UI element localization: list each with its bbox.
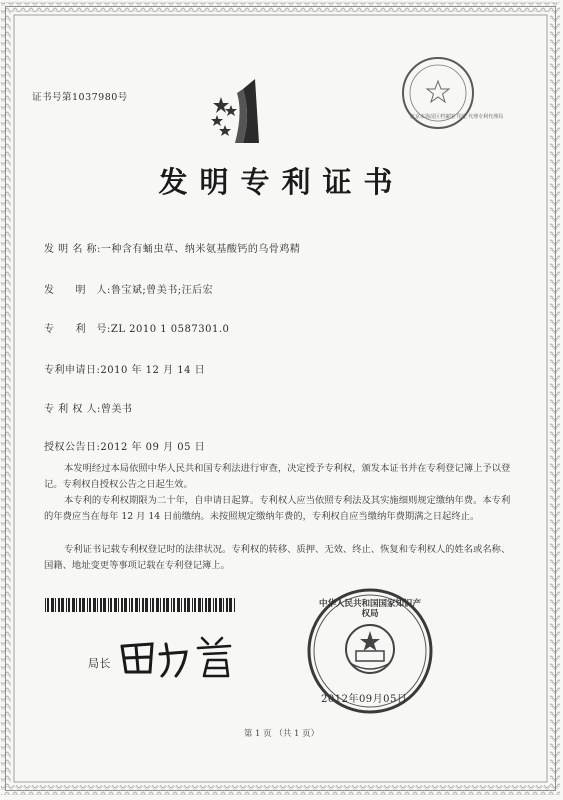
barcode-bar	[82, 598, 85, 612]
barcode-bar	[103, 598, 106, 612]
barcode-bar	[171, 598, 172, 612]
paragraph-grant-statement: 本发明经过本局依照中华人民共和国专利法进行审查，决定授予专利权，颁发本证书并在专利登记簿上予以登记。专利权自授权公告之日起生效。	[44, 463, 511, 490]
barcode-bar	[66, 598, 67, 612]
barcode-bar	[177, 598, 180, 612]
barcode-bar	[219, 598, 222, 612]
barcode-bar	[72, 598, 75, 612]
field-invention-name	[44, 240, 300, 255]
barcode-bar	[226, 598, 228, 612]
field-label: 授权公告日:	[44, 442, 101, 453]
barcode-bar	[187, 598, 190, 612]
barcode-bar	[173, 598, 175, 612]
barcode-bar	[213, 598, 214, 612]
barcode-bar	[114, 598, 117, 612]
barcode-bar	[118, 598, 119, 612]
seal-text: 中华人民共和国国家知识产权局	[318, 599, 421, 619]
barcode-bar	[131, 598, 133, 612]
field-value: 2012 年 09 月 05 日	[100, 442, 206, 453]
barcode-bar	[89, 598, 91, 612]
barcode-bar	[124, 598, 127, 612]
field-label: 专 利 号:	[44, 324, 111, 335]
barcode-bar	[205, 598, 207, 612]
field-patentee	[44, 400, 132, 415]
barcode-bar	[61, 598, 64, 612]
barcode-bar	[135, 598, 138, 612]
barcode-bar	[208, 598, 211, 612]
field-label: 专 利 权 人:	[44, 404, 101, 415]
stamp-text: 北京市海淀区档案馆 印处 代理专利代理局	[410, 114, 504, 120]
barcode-bar	[150, 598, 151, 612]
barcode-bar	[139, 598, 140, 612]
barcode-bar	[97, 598, 98, 612]
barcode-bar	[166, 598, 169, 612]
barcode-bar	[234, 598, 235, 612]
field-application-date	[44, 361, 205, 376]
page-title: 发明专利证书	[158, 165, 405, 199]
field-label: 发 明 名 称:	[44, 244, 101, 255]
barcode-bar	[215, 598, 217, 612]
field-value: ZL 2010 1 0587301.0	[110, 324, 230, 335]
barcode-bar	[110, 598, 112, 612]
barcode-bar	[79, 598, 81, 612]
barcode-bar	[55, 598, 56, 612]
field-grant-date	[44, 438, 205, 453]
barcode-bar	[121, 598, 123, 612]
barcode-bar	[129, 598, 130, 612]
field-value: 鲁宝斌;曾美书;汪后宏	[110, 285, 214, 296]
barcode-bar	[163, 598, 165, 612]
barcode-bar	[87, 598, 88, 612]
barcode-bar	[202, 598, 203, 612]
barcode-bar	[93, 598, 96, 612]
barcode-bar	[156, 598, 159, 612]
barcode-bar	[194, 598, 196, 612]
field-label: 专利申请日:	[44, 365, 101, 376]
director-label: 局长	[88, 657, 111, 670]
barcode-bar	[229, 598, 232, 612]
barcode-bar	[184, 598, 186, 612]
barcode-bar	[47, 598, 49, 612]
field-value: 曾美书	[100, 404, 133, 415]
barcode-bar	[51, 598, 54, 612]
barcode-bar	[223, 598, 224, 612]
barcode-bar	[181, 598, 182, 612]
seal-date: 2012年09月05日	[321, 694, 408, 705]
barcode-bar	[192, 598, 193, 612]
barcode-bar	[68, 598, 70, 612]
barcode-bar	[58, 598, 60, 612]
page-footer: 第 1 页 （共 1 页）	[243, 729, 320, 739]
barcode	[45, 597, 237, 611]
field-value: 一种含有蛹虫草、纳米氨基酸钙的乌骨鸡精	[100, 244, 301, 255]
barcode-bar	[198, 598, 201, 612]
field-inventor	[44, 281, 213, 296]
certificate-number: 证书号第1037980号	[32, 92, 128, 103]
agency-stamp	[400, 55, 504, 131]
paragraph-term-statement: 本专利的专利权期限为二十年，自申请日起算。专利权人应当依照专利法及其实施细则规定缴纳年费。本专利的年费应当在每年 12 月 14 日前缴纳。未按照规定缴纳年费的，专利权自应当缴纳年费期满之日起终止。	[44, 495, 511, 522]
barcode-bar	[142, 598, 144, 612]
barcode-bar	[152, 598, 154, 612]
field-label: 发 明 人:	[44, 285, 111, 296]
barcode-bar	[45, 598, 46, 612]
barcode-bar	[76, 598, 77, 612]
patent-office-emblem-icon	[207, 75, 277, 145]
barcode-bar	[145, 598, 148, 612]
field-patent-number	[44, 320, 229, 335]
barcode-bar	[100, 598, 102, 612]
barcode-bar	[160, 598, 161, 612]
director-signature	[116, 632, 246, 682]
barcode-bar	[108, 598, 109, 612]
paragraph-legal-status: 专利证书记载专利权登记时的法律状况。专利权的转移、质押、无效、终止、恢复和专利权人的姓名或名称、国籍、地址变更等事项记载在专利登记簿上。	[44, 544, 511, 571]
field-value: 2010 年 12 月 14 日	[100, 365, 206, 376]
